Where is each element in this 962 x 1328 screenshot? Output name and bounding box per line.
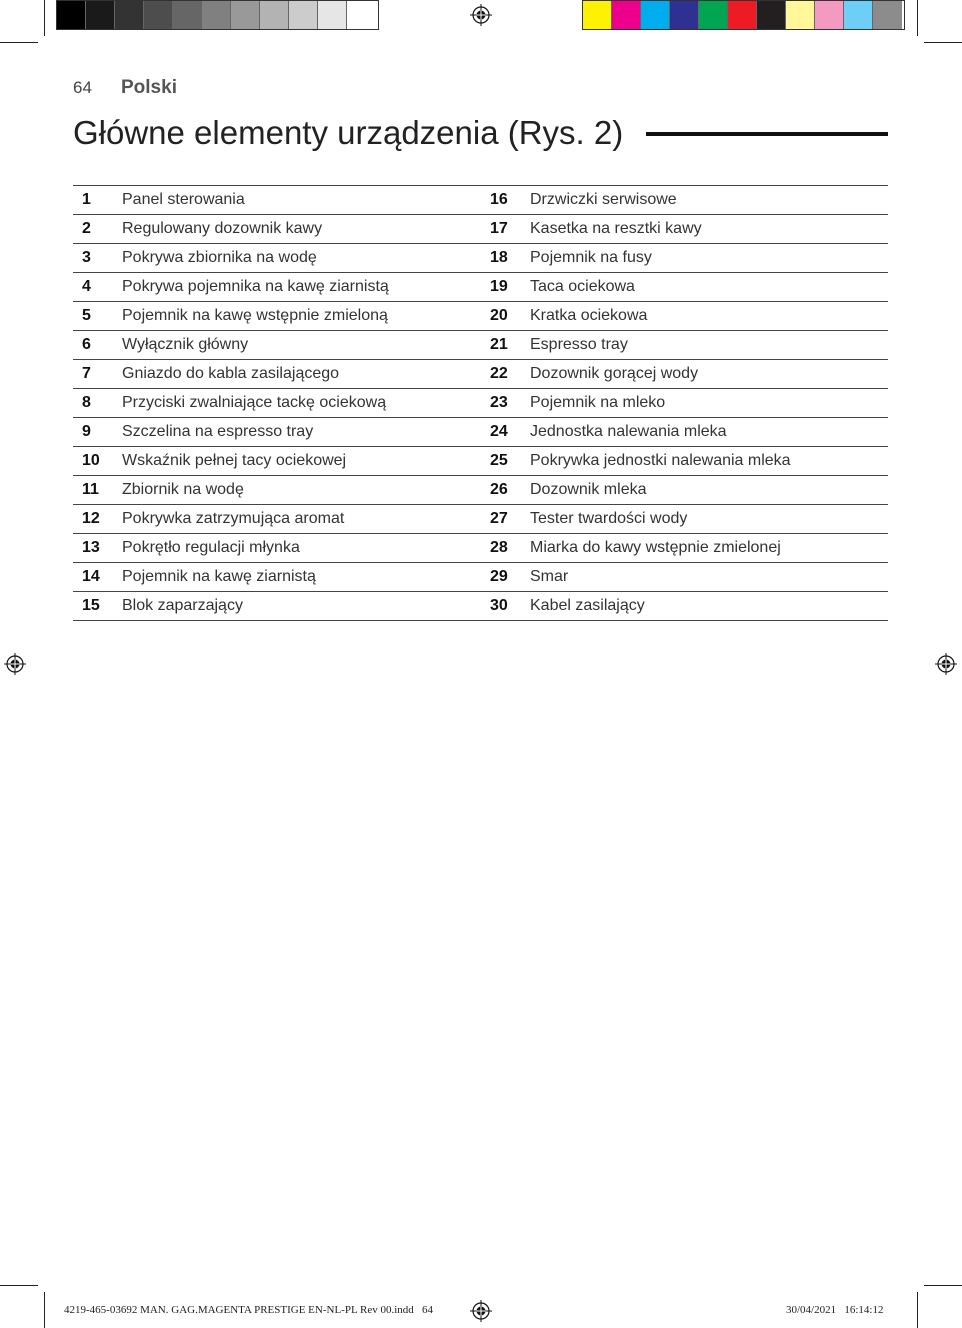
part-number: 22	[481, 360, 530, 389]
color-swatch	[786, 1, 815, 29]
title-rule	[646, 132, 888, 136]
part-number: 5	[73, 302, 122, 331]
part-label: Wyłącznik główny	[122, 331, 481, 360]
part-label: Dozownik gorącej wody	[530, 360, 888, 389]
table-row	[73, 592, 888, 621]
part-label: Blok zaparzający	[122, 592, 481, 621]
part-number: 4	[73, 273, 122, 302]
color-swatch	[173, 1, 202, 29]
color-swatch	[144, 1, 173, 29]
part-number: 20	[481, 302, 530, 331]
part-number: 13	[73, 534, 122, 563]
crop-mark	[917, 0, 918, 36]
part-number: 8	[73, 389, 122, 418]
part-number: 9	[73, 418, 122, 447]
part-label: Pokrywka zatrzymująca aromat	[122, 505, 481, 534]
part-number: 17	[481, 215, 530, 244]
table-row	[73, 534, 888, 563]
table-row	[73, 331, 888, 360]
part-number: 16	[481, 186, 530, 215]
part-number: 24	[481, 418, 530, 447]
part-number: 6	[73, 331, 122, 360]
part-label: Szczelina na espresso tray	[122, 418, 481, 447]
table-row	[73, 563, 888, 592]
part-number: 7	[73, 360, 122, 389]
part-label: Pojemnik na fusy	[530, 244, 888, 273]
table-row	[73, 389, 888, 418]
color-swatch	[612, 1, 641, 29]
part-number: 29	[481, 563, 530, 592]
part-label: Pojemnik na mleko	[530, 389, 888, 418]
color-swatch	[844, 1, 873, 29]
part-number: 3	[73, 244, 122, 273]
part-label: Kabel zasilający	[530, 592, 888, 621]
registration-target-icon	[470, 1300, 492, 1322]
crop-mark	[924, 42, 962, 43]
crop-mark	[924, 1285, 962, 1286]
color-swatch	[670, 1, 699, 29]
table-row	[73, 476, 888, 505]
color-swatch	[289, 1, 318, 29]
part-label: Pokrywa zbiornika na wodę	[122, 244, 481, 273]
table-row	[73, 302, 888, 331]
color-swatch	[583, 1, 612, 29]
color-swatch	[873, 1, 902, 29]
part-number: 10	[73, 447, 122, 476]
part-label: Przyciski zwalniające tackę ociekową	[122, 389, 481, 418]
table-row	[73, 505, 888, 534]
color-swatch	[231, 1, 260, 29]
color-swatch	[318, 1, 347, 29]
part-number: 27	[481, 505, 530, 534]
color-swatch	[86, 1, 115, 29]
process-color-bar	[582, 0, 905, 30]
part-number: 26	[481, 476, 530, 505]
color-swatch	[115, 1, 144, 29]
part-number: 19	[481, 273, 530, 302]
part-number: 1	[73, 186, 122, 215]
table-row	[73, 418, 888, 447]
part-number: 30	[481, 592, 530, 621]
color-swatch	[728, 1, 757, 29]
color-swatch	[641, 1, 670, 29]
table-row	[73, 273, 888, 302]
slug-file-info: 4219-465-03692 MAN. GAG.MAGENTA PRESTIGE EN-NL-PL Rev 00.indd 64	[64, 1304, 434, 1316]
part-label: Drzwiczki serwisowe	[530, 186, 888, 215]
parts-table-body	[73, 186, 888, 621]
part-label: Zbiornik na wodę	[122, 476, 481, 505]
part-number: 28	[481, 534, 530, 563]
color-swatch	[202, 1, 231, 29]
color-swatch	[260, 1, 289, 29]
part-label: Pokrywka jednostki nalewania mleka	[530, 447, 888, 476]
part-label: Jednostka nalewania mleka	[530, 418, 888, 447]
part-number: 14	[73, 563, 122, 592]
part-label: Pojemnik na kawę ziarnistą	[122, 563, 481, 592]
part-label: Pokrywa pojemnika na kawę ziarnistą	[122, 273, 481, 302]
part-label: Regulowany dozownik kawy	[122, 215, 481, 244]
table-row	[73, 360, 888, 389]
color-swatch	[757, 1, 786, 29]
part-label: Gniazdo do kabla zasilającego	[122, 360, 481, 389]
color-swatch	[347, 1, 376, 29]
part-label: Smar	[530, 563, 888, 592]
part-number: 25	[481, 447, 530, 476]
color-swatch	[815, 1, 844, 29]
crop-mark	[0, 1285, 38, 1286]
part-number: 21	[481, 331, 530, 360]
part-number: 12	[73, 505, 122, 534]
table-row	[73, 447, 888, 476]
color-swatch	[699, 1, 728, 29]
part-label: Tester twardości wody	[530, 505, 888, 534]
part-label: Dozownik mleka	[530, 476, 888, 505]
part-label: Taca ociekowa	[530, 273, 888, 302]
section-name: Polski	[121, 77, 177, 98]
table-row	[73, 244, 888, 273]
part-label: Panel sterowania	[122, 186, 481, 215]
crop-mark	[917, 1292, 918, 1328]
part-label: Wskaźnik pełnej tacy ociekowej	[122, 447, 481, 476]
part-label: Kratka ociekowa	[530, 302, 888, 331]
table-row	[73, 186, 888, 215]
table-row	[73, 215, 888, 244]
registration-target-icon	[4, 653, 26, 675]
page-title: Główne elementy urządzenia (Rys. 2)	[73, 114, 624, 151]
registration-target-icon	[935, 653, 957, 675]
part-label: Pokrętło regulacji młynka	[122, 534, 481, 563]
page-number: 64	[73, 78, 92, 97]
crop-mark	[44, 0, 45, 36]
slug-date-time: 30/04/2021 16:14:12	[786, 1304, 884, 1316]
part-number: 15	[73, 592, 122, 621]
part-number: 18	[481, 244, 530, 273]
part-label: Espresso tray	[530, 331, 888, 360]
crop-mark	[44, 1292, 45, 1328]
grayscale-color-bar	[56, 0, 379, 30]
color-swatch	[57, 1, 86, 29]
part-label: Kasetka na resztki kawy	[530, 215, 888, 244]
crop-mark	[0, 42, 38, 43]
part-label: Miarka do kawy wstępnie zmielonej	[530, 534, 888, 563]
parts-table	[73, 185, 888, 621]
part-number: 11	[73, 476, 122, 505]
registration-target-icon	[470, 4, 492, 26]
part-number: 2	[73, 215, 122, 244]
part-number: 23	[481, 389, 530, 418]
part-label: Pojemnik na kawę wstępnie zmieloną	[122, 302, 481, 331]
